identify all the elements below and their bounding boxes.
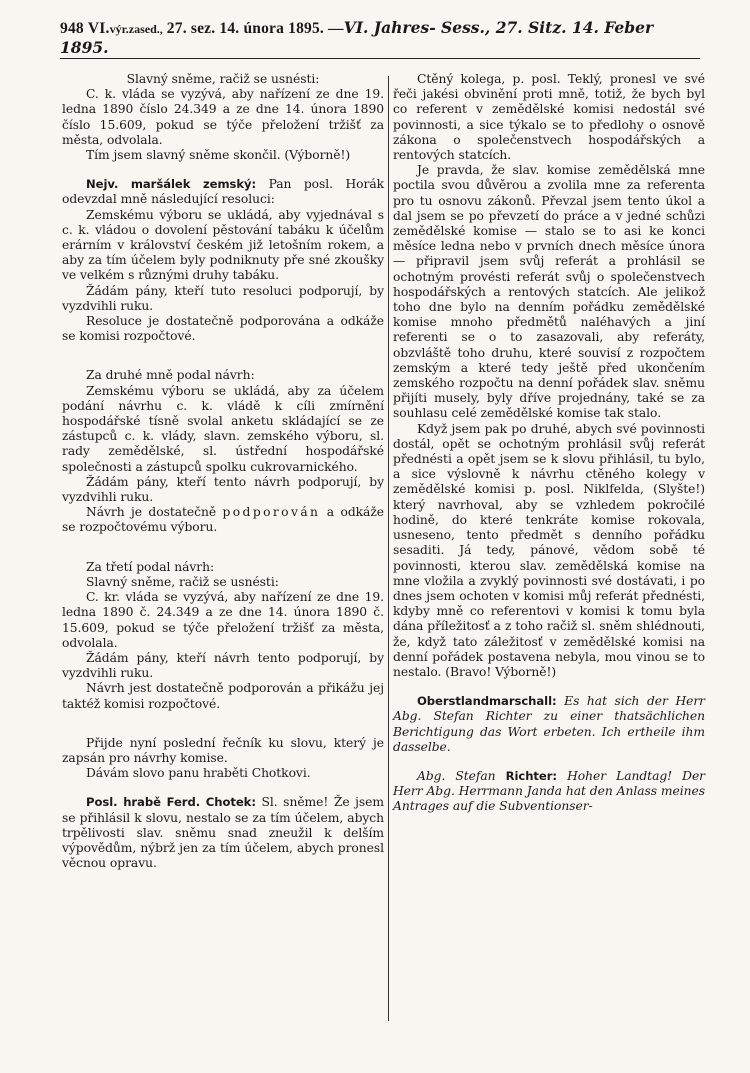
paragraph: C. k. vláda se vyzývá, aby nařízení ze dne 19. ledna 1890 číslo 24.349 a ze dne 14. února 1890 číslo 15.609, pokud se týče přeložení tržišť za města, odvolala. — [62, 87, 384, 147]
text-tail: a odkáže se rozpočtovému výboru. — [62, 505, 384, 535]
paragraph: Žádám pány, kteří tuto resoluci podporují, by vyzdvihli ruku. — [62, 283, 384, 313]
paragraph: Zemskému výboru se ukládá, aby vyjednával s c. k. vládou o dovolení pěstování tabáku k účelům erárním v království českém již letošním rokem, a aby za tím účelem byly podniknuty pře sné zkoušky ve velkém s různými druhy tabáku. — [62, 207, 384, 283]
left-column — [62, 72, 384, 871]
header-left — [60, 18, 700, 58]
page-header — [60, 18, 700, 59]
paragraph-gap — [393, 680, 705, 694]
text-lead: Návrh je dostatečně — [86, 505, 223, 520]
speech-text: Es hat sich der Herr Abg. Stefan Richter zu einer thatsächlichen Berichtigung das Wort erbeten. Ich ertheile ihm dasselbe. — [393, 694, 705, 754]
paragraph: Zemskému výboru se ukládá, aby za účelem podání návrhu c. k. vládě k cíli zmírnění hospodářské tísně svolal anketu skládající se ze zástupců c. k. vlády, slavn. zemského výboru, sl. rady zemědělské, sl. ústřední hospodářské společnosti a zástupců spolku cukrovarnického. — [62, 383, 384, 474]
paragraph-gap — [62, 712, 384, 736]
page-number: 948 — [60, 20, 84, 37]
paragraph: Za třetí podal návrh: — [86, 559, 215, 574]
paragraph: Přijde nyní poslední řečník ku slovu, který je zapsán pro návrhy komise. — [62, 735, 384, 765]
session-label: výr.zased., — [109, 22, 163, 36]
paragraph: Žádám pány, kteří tento návrh podporují, by vyzdvihli ruku. — [62, 474, 384, 505]
paragraph — [393, 694, 705, 755]
paragraph-gap — [62, 163, 384, 177]
speaker-name: Nejv. maršálek zemský: — [86, 177, 257, 192]
right-column — [393, 72, 705, 815]
paragraph: Žádám pány, kteří návrh tento podporují, by vyzdvihli ruku. — [62, 650, 384, 681]
paragraph — [393, 769, 705, 815]
paragraph-gap — [62, 536, 384, 560]
session-date-cz: 27. sez. 14. února 1895. — [166, 20, 325, 37]
paragraph: Ctěný kolega, p. posl. Teklý, pronesl ve své řeči jakési obvinění proti mně, totiž, že bych byl co referent v zemědělské komisi nedostál své povinnosti, a sice týkalo se to předlohy o osnově zákona o společenstvech hospodářských a rentových statcích. — [393, 72, 705, 163]
speech-text: Pan posl. Horák odevzdal mně následující resoluci: — [62, 177, 384, 207]
session-number: VI. — [87, 20, 110, 37]
paragraph-gap — [62, 344, 384, 368]
header-separator: — — [328, 20, 344, 37]
column-divider — [388, 76, 389, 1021]
paragraph: Tím jsem slavný sněme skončil. (Výborně!) — [86, 148, 351, 163]
paragraph: Slavný sněme, račiž se usnésti: — [86, 574, 279, 589]
speaker-name: Posl. hrabě Ferd. Chotek: — [86, 795, 256, 810]
speaker-name: Richter: — [505, 768, 557, 783]
speaker-name: Oberstlandmarschall: — [417, 694, 557, 709]
spaced-emphasis: podporován — [222, 505, 321, 520]
paragraph — [62, 177, 384, 207]
paragraph: Návrh jest dostatečně podporován a přikážu jej taktéž komisi rozpočtové. — [62, 681, 384, 711]
paragraph — [62, 795, 384, 871]
paragraph: Resoluce je dostatečně podporována a odkáže se komisi rozpočtové. — [62, 314, 384, 344]
speaker-title: Abg. Stefan — [417, 768, 506, 783]
speech-text: Sl. sněme! Že jsem se přihlásil k slovu, nestalo se za tím účelem, abych trpělivosti slav. sněmu snad zneužil k delším výpovědům, nýbrž jen za tím účelem, abych pronesl věcnou opravu. — [62, 795, 384, 871]
paragraph: Dávám slovo panu hraběti Chotkovi. — [86, 766, 311, 781]
speech-text: Hoher Landtag! Der Herr Abg. Herrmann Janda hat den Anlass meines Antrages auf die Subventionser- — [393, 768, 706, 814]
paragraph: Je pravda, že slav. komise zemědělská mne poctila svou důvěrou a zvolila mne za referenta pro tu osnovu zákonů. Převzal jsem tento úkol a dal jsem se po převzetí do práce a v jedné schůzi zemědělské komise — stalo se to asi ke konci měsíce ledna nebo v prvních dnech měsíce února — připravil jsem svůj referát a prohlásil se ochotným provésti referát svůj o společenstvech hospodářských a rentových statcích. Ale jelikož toho dne bylo na denním pořádku zemědělské komise mnoho předmětů naléhavých a jiní referenti se o to zasazovali, aby referáty, obzvláště toho druhu, které souvisí z rozpočtem zemským a které tedy ještě před ukončením zemského rozpočtu na denní pořádek slav. sněmu přijíti musely, byly dříve projednány, také se za souhlasu celé zemědělské komise tak stalo. — [393, 163, 705, 421]
paragraph: C. kr. vláda se vyzývá, aby nařízení ze dne 19. ledna 1890 č. 24.349 a ze dne 14. února 1890 č. 15.609, pokud se týče přeložení tržišť za města, odvolala. — [62, 590, 384, 650]
paragraph — [62, 505, 384, 535]
paragraph-gap — [62, 781, 384, 795]
session-date-de: VI. Jahres- Sess., 27. Sitz. 14. Feber 1895. — [60, 18, 654, 57]
paragraph-gap — [393, 755, 705, 769]
paragraph: Když jsem pak po druhé, abych své povinnosti dostál, opět se ochotným prohlásil svůj referát přednésti a opět jsem se k slovu přihlásil, tu bylo, a sice výslovně k návrhu ctěného kolegy v zemědělské komisi p. posl. Niklfelda, (Slyšte!) který navrhoval, aby se vzhledem pokročilé hodině, do které tenkráte komise rokovala, usneseno, tento předmět s denního pořádku sesaditi. Já tedy, pánové, vědom sobě té povinnosti, kterou slav. zemědělská komise na mne vložila a zvyklý povinnosti své dostávati, i po dnes jsem ochoten v komisi můj referát přednésti, kdyby mně co referentovi v komisi k tomu byla dána příležitosť a z toho račiž sl. sněm shlédnouti, že, když tato záležitosť v zemědělské komisi na denní pořádek postavena nebyla, mou vinou se to nestalo. (Bravo! Výborně!) — [393, 421, 705, 679]
paragraph: Za druhé mně podal návrh: — [86, 368, 255, 383]
paragraph: Slavný sněme, račiž se usnésti: — [126, 72, 320, 86]
